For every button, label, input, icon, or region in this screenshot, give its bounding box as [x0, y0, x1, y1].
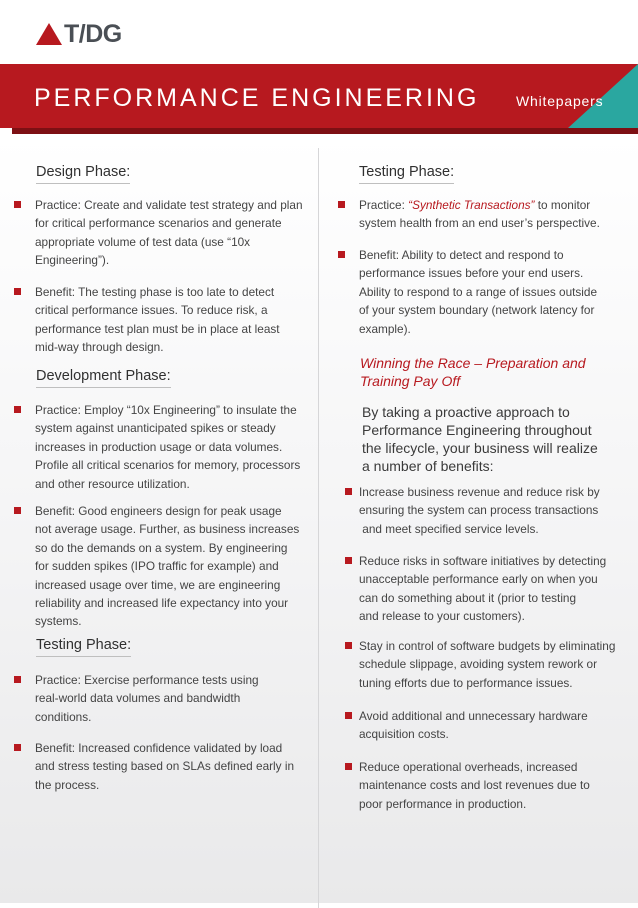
text-line: Increase business revenue and reduce risk by	[359, 485, 600, 499]
testing-practice-item	[35, 671, 305, 726]
design-phase-heading: Design Phase:	[36, 164, 130, 184]
benefit-item	[359, 707, 621, 744]
development-benefit-item	[35, 502, 305, 631]
bullet-square-icon	[345, 642, 352, 649]
text-line: Winning the Race – Preparation and	[360, 355, 586, 371]
text-line: system health from an end user’s perspective.	[359, 216, 600, 231]
text-line: Benefit: Good engineers design for peak usage	[35, 504, 282, 518]
page-category: Whitepapers	[516, 93, 604, 109]
text-line: schedule slippage, avoiding system rework or	[359, 657, 598, 672]
logo-text: T/DG	[64, 20, 122, 48]
text-line: Benefit: Increased confidence validated by load	[35, 741, 283, 755]
text-line: appropriate volume of test data (use “10x	[35, 234, 251, 249]
bullet-square-icon	[345, 712, 352, 719]
text-line: so do the demands on a system. By engineering	[35, 540, 288, 555]
bullet-square-icon	[14, 507, 21, 514]
text-line: Ability to respond to a range of issues outside	[359, 284, 598, 299]
text-line: ensuring the system can process transactions	[359, 503, 599, 518]
text-line: Reduce operational overheads, increased	[359, 760, 578, 774]
text-line: mid-way through design.	[35, 340, 164, 355]
text-line: Avoid additional and unnecessary hardware	[359, 709, 588, 723]
bullet-square-icon	[345, 763, 352, 770]
triangle-icon	[36, 23, 62, 45]
text-line: Profile all critical scenarios for memory, processors	[35, 458, 301, 473]
bullet-square-icon	[14, 288, 21, 295]
development-practice-item	[35, 401, 305, 493]
benefit-item	[359, 552, 621, 626]
text-line: the lifecycle, your business will realize	[362, 440, 598, 456]
text-line	[359, 196, 619, 214]
bullet-square-icon	[338, 251, 345, 258]
text-line: Practice: Employ “10x Engineering” to insulate the	[35, 403, 297, 417]
text-line: Benefit: The testing phase is too late to detect	[35, 285, 275, 299]
bullet-square-icon	[345, 488, 352, 495]
text-line: and release to your customers).	[359, 609, 525, 624]
text-line: poor performance in production.	[359, 796, 527, 811]
emphasized-term: “Synthetic Transactions”	[408, 198, 535, 212]
testing-phase-heading-right: Testing Phase:	[359, 164, 454, 184]
column-divider	[318, 148, 319, 908]
text-line: and other resource utilization.	[35, 476, 190, 491]
text-line: for sudden spikes (IPO traffic for example) and	[35, 559, 279, 574]
bullet-square-icon	[14, 744, 21, 751]
development-phase-heading: Development Phase:	[36, 368, 171, 388]
bullet-square-icon	[14, 406, 21, 413]
text-line: system against unanticipated spikes or steady	[35, 421, 276, 436]
text-line: Reduce risks in software initiatives by detecting	[359, 554, 607, 568]
title-banner	[0, 64, 638, 128]
text-line: By taking a proactive approach to	[362, 404, 570, 420]
text-line: not average usage. Further, as business increases	[35, 522, 300, 537]
text-line: acquisition costs.	[359, 727, 449, 742]
design-practice-item	[35, 196, 305, 270]
text-line: increases in production usage or data volumes.	[35, 439, 283, 454]
text-line: systems.	[35, 614, 82, 629]
testing-benefit-item-right	[359, 246, 619, 338]
benefit-item	[359, 637, 621, 692]
text-line: Engineering”).	[35, 253, 110, 268]
text-line: maintenance costs and lost revenues due to	[359, 778, 590, 793]
text-line: conditions.	[35, 709, 92, 724]
text-line: tuning efforts due to performance issues.	[359, 675, 573, 690]
text-line: reliability and increased life expectancy into your	[35, 596, 289, 611]
text-line: Training Pay Off	[360, 373, 461, 389]
logo	[36, 22, 122, 46]
testing-phase-heading-left: Testing Phase:	[36, 637, 131, 657]
bullet-square-icon	[338, 201, 345, 208]
bullet-square-icon	[14, 676, 21, 683]
text-fragment: to monitor	[534, 198, 591, 212]
text-line: Benefit: Ability to detect and respond to	[359, 248, 564, 262]
text-fragment: Practice:	[359, 198, 409, 212]
text-line: critical performance issues. To reduce risk, a	[35, 303, 268, 318]
benefit-item	[359, 758, 621, 813]
text-line: performance issues before your end users.	[359, 266, 584, 281]
design-benefit-item	[35, 283, 305, 357]
text-line: Performance Engineering throughout	[362, 422, 592, 438]
testing-benefit-item	[35, 739, 305, 794]
text-line: increased usage over time, we are engineering	[35, 577, 281, 592]
page-title: PERFORMANCE ENGINEERING	[34, 84, 480, 112]
benefits-intro	[362, 403, 612, 475]
text-line: real-world data volumes and bandwidth	[35, 691, 241, 706]
text-line: performance test plan must be in place at least	[35, 321, 280, 336]
text-line: for critical performance scenarios and generate	[35, 216, 282, 231]
text-line: the process.	[35, 777, 100, 792]
text-line: unacceptable performance early on when you	[359, 572, 598, 587]
text-line: Practice: Create and validate test strategy and plan	[35, 198, 303, 212]
benefit-item	[359, 483, 621, 538]
bullet-square-icon	[345, 557, 352, 564]
section-title-winning-race	[360, 354, 610, 390]
text-line: and stress testing based on SLAs defined early in	[35, 759, 295, 774]
text-line: can do something about it (prior to testing	[359, 590, 577, 605]
text-line: a number of benefits:	[362, 458, 494, 474]
text-line: and meet specified service levels.	[359, 521, 539, 536]
text-line: of your system boundary (network latency for	[359, 303, 595, 318]
text-line: example).	[359, 321, 411, 336]
testing-practice-item-right	[359, 196, 619, 233]
text-line: Practice: Exercise performance tests using	[35, 673, 259, 687]
text-line: Stay in control of software budgets by eliminating	[359, 639, 616, 653]
bullet-square-icon	[14, 201, 21, 208]
